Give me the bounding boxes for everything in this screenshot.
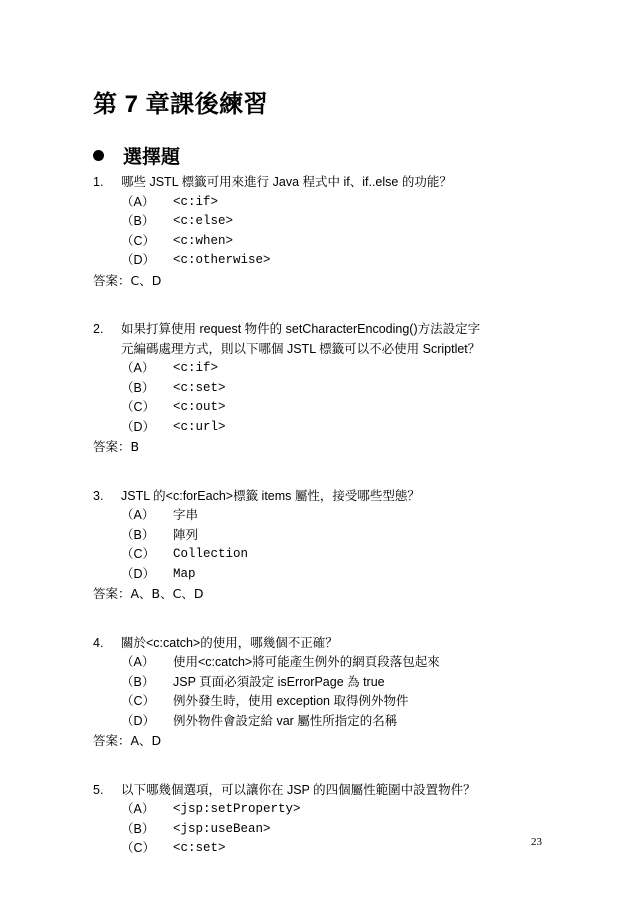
question-2 <box>93 320 553 457</box>
option-text: 例外物件會設定給 var 屬性所指定的名稱 <box>173 713 398 728</box>
option-label: （B） <box>121 821 155 836</box>
question-5 <box>93 781 553 859</box>
option-text: <jsp:useBean> <box>173 821 271 836</box>
option-text: <c:set> <box>173 380 226 395</box>
question-number: 1. <box>93 175 104 189</box>
option-b <box>93 673 553 693</box>
option-label: （A） <box>121 194 155 209</box>
option-text: <c:if> <box>173 361 219 375</box>
page-number: 23 <box>531 836 542 848</box>
option-c <box>93 232 553 252</box>
option-label: （B） <box>121 380 155 395</box>
option-label: （C） <box>121 841 156 855</box>
question-number: 2. <box>93 322 104 336</box>
option-label: （B） <box>121 527 155 542</box>
option-label: （D） <box>121 713 156 728</box>
option-label: （C） <box>121 400 156 414</box>
question-text: 以下哪幾個選項，可以讓你在 JSP 的四個屬性範圍中設置物件？ <box>121 782 476 797</box>
option-text: <c:otherwise> <box>173 253 271 267</box>
answer-text: 答案：A、B、C、D <box>93 586 204 601</box>
option-d <box>93 418 553 438</box>
option-a <box>93 193 553 213</box>
option-text: 陣列 <box>173 527 199 542</box>
option-label: （A） <box>121 508 155 522</box>
option-text: 字串 <box>173 508 199 522</box>
option-text: <jsp:setProperty> <box>173 802 301 816</box>
answer-text: 答案：A、D <box>93 733 162 748</box>
question-line <box>93 173 553 193</box>
option-text: JSP 頁面必須設定 isErrorPage 為 true <box>173 674 385 689</box>
option-label: （A） <box>121 802 155 816</box>
option-text: <c:set> <box>173 841 226 855</box>
question-number: 5. <box>93 782 104 797</box>
question-line <box>93 320 553 340</box>
option-d <box>93 712 553 732</box>
option-a <box>93 359 553 379</box>
option-c <box>93 839 553 859</box>
question-text: 關於<c:catch>的使用，哪幾個不正確？ <box>121 635 338 650</box>
option-b <box>93 820 553 840</box>
bullet-icon <box>93 150 104 161</box>
question-text: 哪些 JSTL 標籤可用來進行 Java 程式中 if、if..else 的功能？ <box>121 175 452 189</box>
question-line <box>93 634 553 654</box>
option-text: <c:when> <box>173 233 234 248</box>
option-text: 使用<c:catch>將可能產生例外的網頁段落包起來 <box>173 655 440 669</box>
section-header <box>93 140 180 170</box>
question-3 <box>93 487 553 604</box>
option-label: （B） <box>121 214 155 228</box>
question-line <box>93 487 553 507</box>
option-label: （C） <box>121 694 156 708</box>
option-c <box>93 692 553 712</box>
option-text: Map <box>173 566 196 581</box>
question-line <box>93 781 553 801</box>
option-label: （C） <box>121 547 156 561</box>
option-text: Collection <box>173 547 249 561</box>
option-text: <c:else> <box>173 214 234 228</box>
option-label: （C） <box>121 233 156 248</box>
option-d <box>93 565 553 585</box>
section-title: 選擇題 <box>123 146 181 168</box>
answer-text: 答案：C、D <box>93 272 162 288</box>
question-1 <box>93 173 553 290</box>
option-label: （D） <box>121 566 156 581</box>
option-label: （A） <box>121 655 155 669</box>
answer-text: 答案：B <box>93 439 140 454</box>
option-label: （D） <box>121 253 156 267</box>
option-label: （D） <box>121 419 156 434</box>
question-4 <box>93 634 553 751</box>
option-label: （B） <box>121 674 155 689</box>
option-text: 例外發生時，使用 exception 取得例外物件 <box>173 694 409 708</box>
option-b <box>93 379 553 399</box>
question-list <box>93 173 553 889</box>
option-b <box>93 212 553 232</box>
option-text: <c:out> <box>173 400 226 414</box>
option-c <box>93 545 553 565</box>
question-number: 4. <box>93 635 104 650</box>
option-b <box>93 526 553 546</box>
question-text-continued: 元編碼處理方式，則以下哪個 JSTL 標籤可以不必使用 Scriptlet？ <box>121 341 481 356</box>
question-text: JSTL 的<c:forEach>標籤 items 屬性，接受哪些型態？ <box>121 488 420 503</box>
option-a <box>93 800 553 820</box>
option-a <box>93 506 553 526</box>
option-text: <c:if> <box>173 194 219 209</box>
option-text: <c:url> <box>173 419 226 434</box>
option-c <box>93 398 553 418</box>
chapter-title: 第 7 章課後練習 <box>93 91 269 118</box>
option-label: （A） <box>121 361 155 375</box>
option-a <box>93 653 553 673</box>
question-number: 3. <box>93 488 104 503</box>
question-text: 如果打算使用 request 物件的 setCharacterEncoding()方法設定字 <box>121 322 481 336</box>
option-d <box>93 251 553 271</box>
